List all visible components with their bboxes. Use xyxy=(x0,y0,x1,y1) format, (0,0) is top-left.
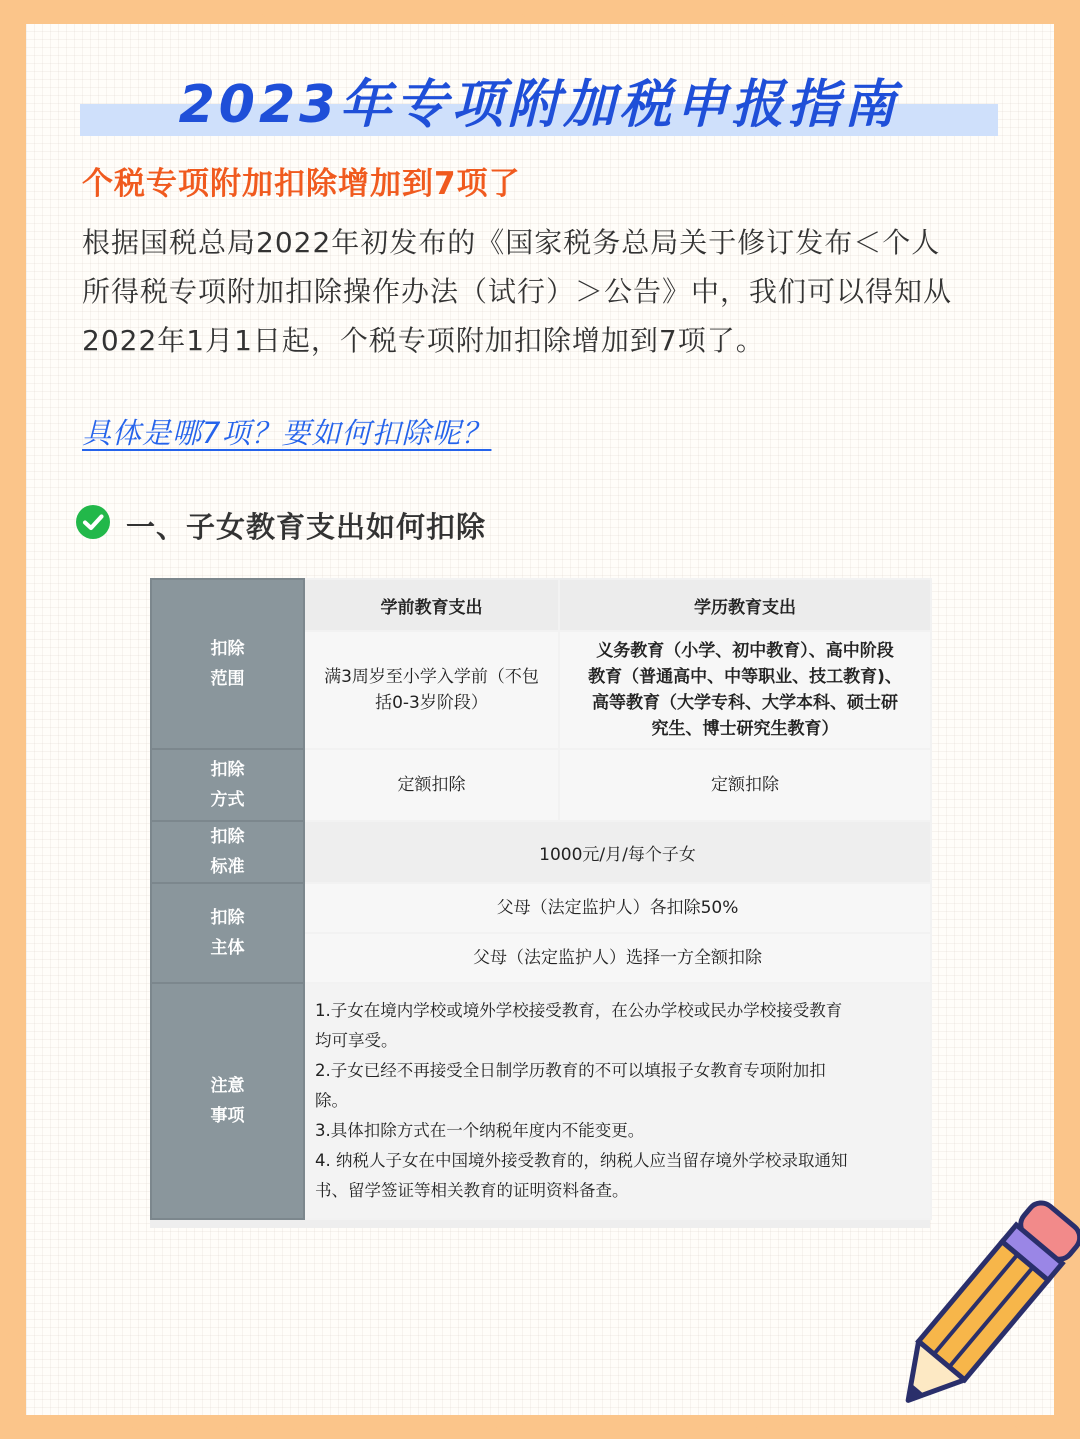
cell-line: 满3周岁至小学入学前（不包 xyxy=(324,667,539,687)
row-header-line: 扣除 xyxy=(210,908,245,928)
section-heading: 一、子女教育支出如何扣除 xyxy=(126,510,487,544)
row-header-line: 方式 xyxy=(210,790,245,810)
row-header-subject xyxy=(151,883,304,983)
cell-line: 高等教育（大学专科、大学本科、硕士研 xyxy=(592,693,898,713)
row-header-standard xyxy=(151,821,304,883)
row-header-line: 扣除 xyxy=(210,827,245,847)
cell-line: 究生、博士研究生教育） xyxy=(651,719,839,739)
intro-paragraph xyxy=(82,218,1012,365)
row-header-line: 主体 xyxy=(210,938,245,958)
row-header-line: 范围 xyxy=(210,669,245,689)
note-line: 3.具体扣除方式在一个纳税年度内不能变更。 xyxy=(315,1121,645,1140)
cell-scope-preschool xyxy=(304,631,559,749)
cell-standard: 1000元/月/每个子女 xyxy=(304,821,931,883)
intro-line: 根据国税总局2022年初发布的《国家税务总局关于修订发布＜个人 xyxy=(82,226,941,259)
row-header-line: 标准 xyxy=(210,857,245,877)
cell-scope-academic xyxy=(559,631,931,749)
intro-line: 所得税专项附加扣除操作办法（试行）＞公告》中，我们可以得知从 xyxy=(82,275,953,308)
intro-line: 2022年1月1日起，个税专项附加扣除增加到7项了。 xyxy=(82,324,765,357)
pencil-icon xyxy=(884,1190,1080,1430)
row-header-scope xyxy=(151,579,304,749)
page-subtitle: 个税专项附加扣除增加到7项了 xyxy=(82,166,521,202)
note-line: 1.子女在境内学校或境外学校接受教育，在公办学校或民办学校接受教育 xyxy=(315,1001,843,1020)
row-header-line: 注意 xyxy=(210,1076,245,1096)
check-circle-icon xyxy=(76,505,110,539)
column-header-academic: 学历教育支出 xyxy=(559,579,931,631)
cell-subject-option2: 父母（法定监护人）选择一方全额扣除 xyxy=(304,933,931,983)
cell-notes xyxy=(304,983,931,1219)
cell-line: 括0-3岁阶段） xyxy=(375,693,488,713)
row-header-notes xyxy=(151,983,304,1219)
cell-subject-option1: 父母（法定监护人）各扣除50% xyxy=(304,883,931,933)
column-header-preschool: 学前教育支出 xyxy=(304,579,559,631)
page-title: 2023年专项附加税申报指南 xyxy=(178,75,900,135)
note-line: 4. 纳税人子女在中国境外接受教育的，纳税人应当留存境外学校录取通知 xyxy=(315,1151,848,1170)
cell-method-preschool: 定额扣除 xyxy=(304,749,559,821)
cell-line: 教育（普通高中、中等职业、技工教育)、 xyxy=(588,667,902,687)
note-line: 2.子女已经不再接受全日制学历教育的不可以填报子女教育专项附加扣 xyxy=(315,1061,826,1080)
row-header-line: 扣除 xyxy=(210,760,245,780)
row-header-line: 扣除 xyxy=(210,639,245,659)
note-line: 书、留学签证等相关教育的证明资料备查。 xyxy=(315,1181,629,1200)
note-line: 除。 xyxy=(315,1091,348,1110)
question-link[interactable]: 具体是哪7项？要如何扣除呢？ xyxy=(82,416,492,450)
deduction-table xyxy=(150,578,932,1220)
row-header-line: 事项 xyxy=(210,1106,245,1126)
cell-line: 义务教育（小学、初中教育）、高中阶段 xyxy=(596,641,894,661)
deduction-table-image xyxy=(150,578,930,1228)
note-line: 均可享受。 xyxy=(315,1031,398,1050)
row-header-method xyxy=(151,749,304,821)
cell-method-academic: 定额扣除 xyxy=(559,749,931,821)
